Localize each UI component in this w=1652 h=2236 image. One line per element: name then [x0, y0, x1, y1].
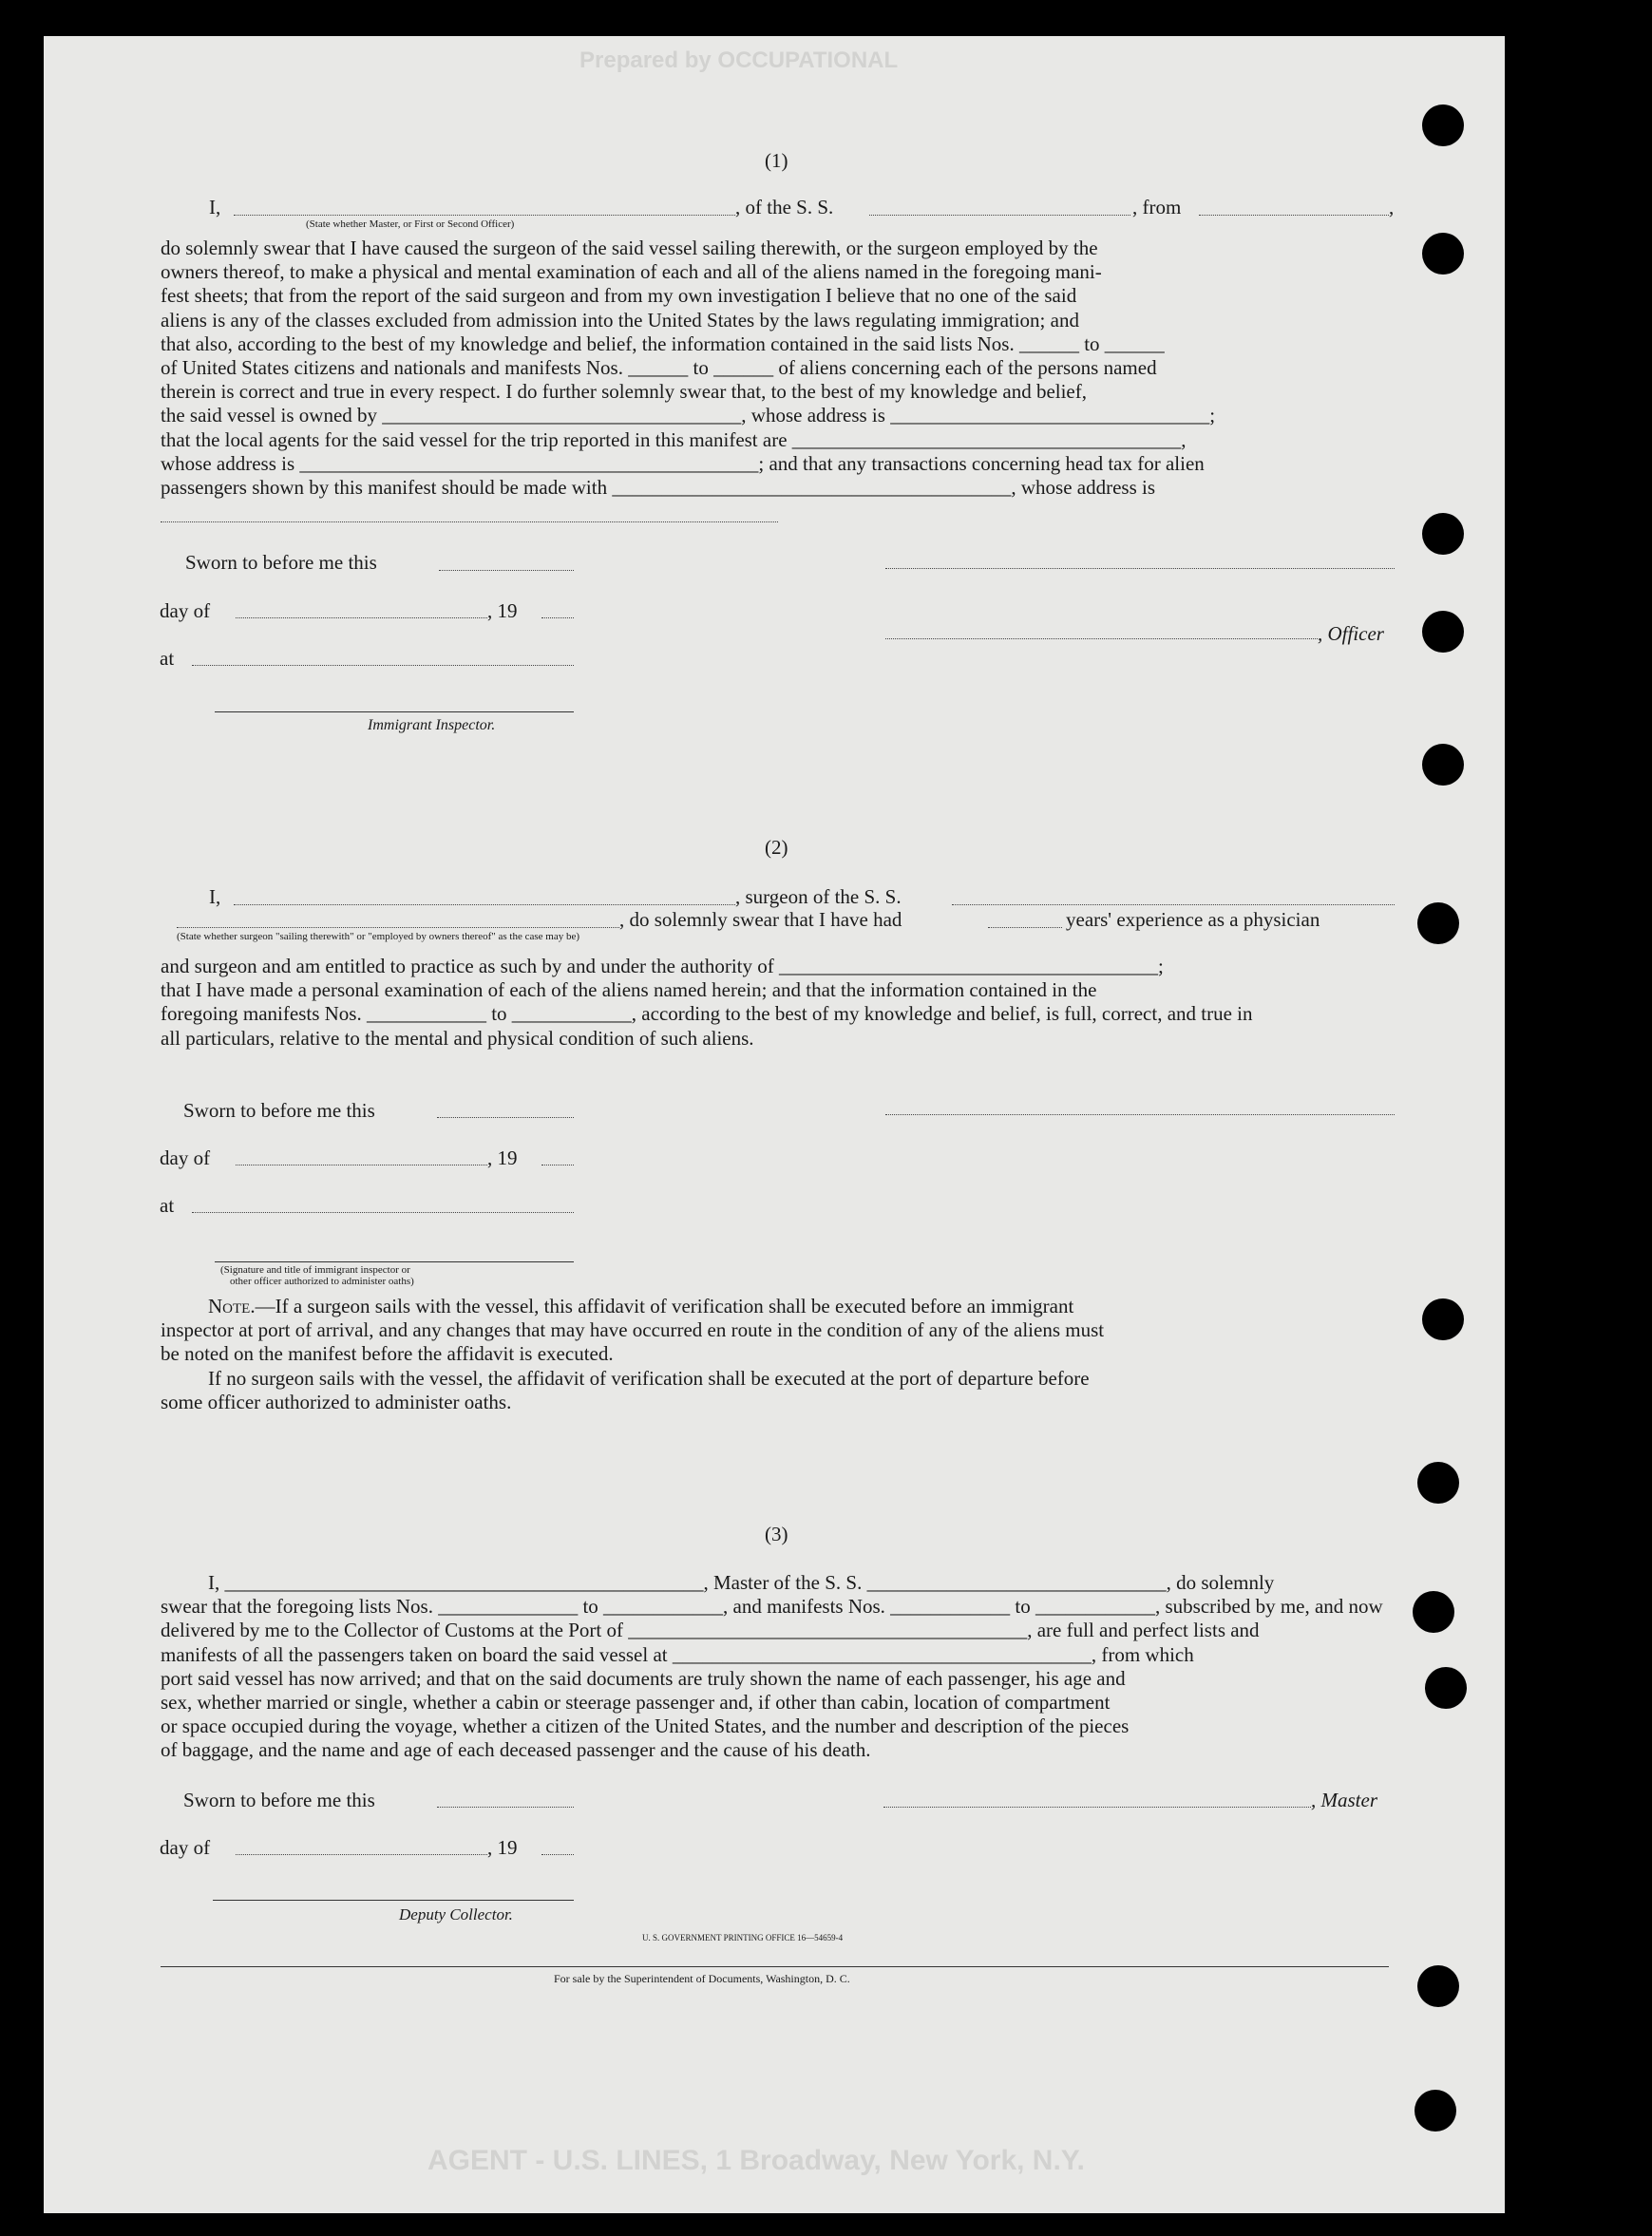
surgeon-caption: (State whether surgeon "sailing therewith" or "employed by owners thereof" as the case may be): [177, 931, 580, 942]
oath-line: therein is correct and true in every respect. I do further solemnly swear that, to the best of my knowledge and belief,: [161, 380, 1087, 404]
oath-line: owners thereof, to make a physical and mental examination of each and all of the aliens named in the foregoing mani-: [161, 260, 1102, 284]
at-label: at: [160, 1194, 175, 1217]
note-line: some officer authorized to administer oaths.: [161, 1390, 512, 1413]
from-prefix: , from: [1132, 196, 1182, 218]
at-place-field[interactable]: [192, 1212, 574, 1213]
at-label: at: [160, 647, 175, 670]
oath-line: fest sheets; that from the report of the said surgeon and from my own investigation I believe that no one of the said: [161, 284, 1077, 308]
oath-line: the said vessel is owned by ____________________________________, whose address is ________________________________;: [161, 404, 1216, 427]
master-name-field[interactable]: [234, 215, 735, 216]
oath-line: sex, whether married or single, whether a cabin or steerage passenger and, if other than cabin, location of compartment: [161, 1691, 1111, 1715]
departure-port-field[interactable]: [1199, 215, 1389, 216]
binder-hole: [1422, 233, 1464, 275]
year-field[interactable]: [541, 1854, 574, 1855]
surgeon-status-field[interactable]: [177, 927, 619, 928]
section-3-oath-text: [161, 1571, 1396, 1763]
sworn-label: Sworn to before me this: [183, 1789, 375, 1811]
faint-header-text: Prepared by OCCUPATIONAL: [579, 47, 899, 73]
oath-line: of baggage, and the name and age of each deceased passenger and the cause of his death.: [161, 1738, 871, 1762]
oath-line: and surgeon and am entitled to practice as such by and under the authority of ______________________________________;: [161, 955, 1164, 977]
sale-notice: For sale by the Superintendent of Documents, Washington, D. C.: [554, 1972, 850, 1985]
oath-line: port said vessel has now arrived; and that on the said documents are truly shown the name of each passenger, his age and: [161, 1666, 1126, 1690]
oath-line: of United States citizens and nationals and manifests Nos. ______ to ______ of aliens concerning each of the persons named: [161, 356, 1157, 380]
section-1-number: (1): [765, 149, 788, 172]
oath-line: that I have made a personal examination of each of the aliens named herein; and that the information contained in the: [161, 978, 1097, 1002]
binder-hole: [1413, 1591, 1454, 1633]
binder-hole: [1422, 611, 1464, 653]
inspector-caption: Immigrant Inspector.: [368, 717, 496, 733]
vessel-prefix: , of the S. S.: [735, 196, 834, 218]
binder-hole: [1422, 513, 1464, 555]
oath-line: whose address is ______________________________________________; and that any transactions concerning head tax for alien: [161, 451, 1205, 475]
sworn-label: Sworn to before me this: [183, 1099, 375, 1122]
address-continuation-field[interactable]: [161, 521, 778, 522]
oath-line: aliens is any of the classes excluded from admission into the United States by the laws regulating immigration; and: [161, 308, 1079, 332]
section-1-oath-text: [161, 237, 1396, 500]
oath-line: manifests of all the passengers taken on board the said vessel at __________________________________________, from which: [161, 1642, 1194, 1666]
note-label: Note.: [208, 1295, 256, 1317]
section-2-oath-text: [161, 955, 1396, 1051]
oath-line: that the local agents for the said vessel for the trip reported in this manifest are _______________________________________,: [161, 427, 1187, 451]
note-line: If no surgeon sails with the vessel, the affidavit of verification shall be executed at the port of departure before: [208, 1366, 1090, 1390]
oath-line: all particulars, relative to the mental and physical condition of such aliens.: [161, 1026, 754, 1050]
binder-hole: [1417, 1462, 1459, 1504]
note-line: inspector at port of arrival, and any changes that may have occurred en route in the condition of any of the aliens must: [161, 1318, 1105, 1342]
oath-line: passengers shown by this manifest should be made with ________________________________________, whose address is: [161, 476, 1155, 500]
line-comma: ,: [1389, 196, 1395, 218]
binder-hole: [1417, 902, 1459, 944]
authorizer-caption-line-1: (Signature and title of immigrant inspector or: [220, 1264, 410, 1276]
officer-label: , Officer: [1318, 622, 1384, 645]
oath-line: do solemnly swear that I have caused the surgeon of the said vessel sailing therewith, or the surgeon employed by the: [161, 237, 1098, 259]
binder-hole: [1415, 2090, 1456, 2132]
sworn-date-field[interactable]: [439, 570, 574, 571]
signature-field[interactable]: [885, 568, 1395, 569]
affiant-prefix: I,: [209, 196, 221, 218]
sworn-label: Sworn to before me this: [185, 551, 377, 574]
surgeon-oath-text: , do solemnly swear that I have had: [619, 908, 902, 931]
printing-office-imprint: U. S. GOVERNMENT PRINTING OFFICE 16—54659-4: [642, 1933, 844, 1942]
oath-line: I, ________________________________________________, Master of the S. S. ______________________________, do solemnly: [208, 1571, 1275, 1594]
binder-hole: [1425, 1667, 1467, 1709]
officer-caption: (State whether Master, or First or Second Officer): [306, 218, 515, 230]
surgeon-name-field[interactable]: [234, 904, 735, 905]
vessel-name-field[interactable]: [869, 215, 1130, 216]
sworn-date-field[interactable]: [437, 1807, 574, 1808]
day-of-label: day of: [160, 1146, 211, 1169]
binder-hole: [1422, 104, 1464, 146]
sworn-date-field[interactable]: [437, 1117, 574, 1118]
oath-line: swear that the foregoing lists Nos. ______________ to ____________, and manifests Nos. ____________ to ____________, subscribed by me, and now: [161, 1595, 1383, 1619]
faint-footer-text: AGENT - U.S. LINES, 1 Broadway, New York, N.Y.: [427, 2145, 1085, 2176]
month-field[interactable]: [236, 1854, 487, 1855]
collector-signature-line[interactable]: [213, 1900, 574, 1901]
day-of-label: day of: [160, 1836, 211, 1859]
officer-signature-field[interactable]: [885, 638, 1318, 639]
at-place-field[interactable]: [192, 665, 574, 666]
year-label: , 19: [487, 599, 518, 622]
authorizer-caption-line-2: other officer authorized to administer oaths): [230, 1276, 414, 1287]
collector-caption: Deputy Collector.: [399, 1905, 513, 1923]
note-line: —If a surgeon sails with the vessel, this affidavit of verification shall be executed before an immigrant: [255, 1295, 1074, 1317]
footer-rule: [161, 1966, 1389, 1967]
authorizer-signature-line[interactable]: [215, 1261, 574, 1262]
affiant-prefix: I,: [209, 885, 221, 908]
note-text: [161, 1295, 1396, 1414]
surgeon-vessel-prefix: , surgeon of the S. S.: [735, 885, 902, 908]
oath-line: foregoing manifests Nos. ____________ to ____________, according to the best of my knowledge and belief, is full, correct, and true in: [161, 1002, 1253, 1026]
binder-hole: [1422, 1298, 1464, 1340]
year-label: , 19: [487, 1836, 518, 1859]
master-signature-field[interactable]: [883, 1807, 1311, 1808]
year-field[interactable]: [541, 617, 574, 618]
binder-hole: [1417, 1965, 1459, 2007]
note-line: be noted on the manifest before the affidavit is executed.: [161, 1342, 614, 1366]
surgeon-vessel-field[interactable]: [952, 904, 1395, 905]
binder-hole: [1422, 744, 1464, 786]
day-of-label: day of: [160, 599, 211, 622]
master-label: , Master: [1311, 1789, 1377, 1811]
month-field[interactable]: [236, 617, 487, 618]
surgeon-signature-field[interactable]: [885, 1114, 1395, 1115]
section-2-number: (2): [765, 836, 788, 859]
year-label: , 19: [487, 1146, 518, 1169]
experience-text: years' experience as a physician: [1066, 908, 1320, 931]
oath-line: or space occupied during the voyage, whether a citizen of the United States, and the number and description of the pieces: [161, 1715, 1130, 1738]
oath-line: that also, according to the best of my knowledge and belief, the information contained in the said lists Nos. ______ to ______: [161, 332, 1165, 355]
oath-line: delivered by me to the Collector of Customs at the Port of ________________________________________, are full and perfect lists and: [161, 1619, 1260, 1642]
section-3-number: (3): [765, 1523, 788, 1545]
inspector-signature-line[interactable]: [215, 711, 574, 712]
years-experience-field[interactable]: [988, 927, 1062, 928]
